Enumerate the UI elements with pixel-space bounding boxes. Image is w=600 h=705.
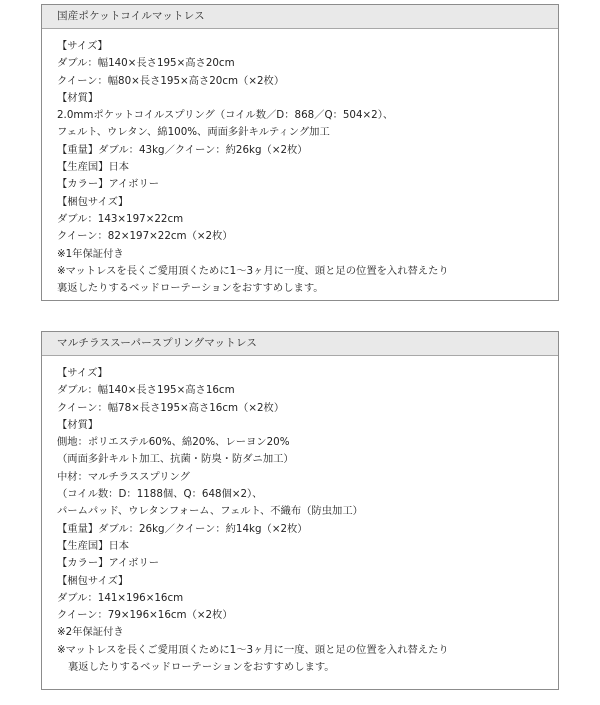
spec-line: クイーン：幅78×長さ195×高さ16cm（×2枚） — [57, 401, 285, 414]
spec-color: 【カラー】アイボリー — [57, 178, 160, 191]
spec-warranty: ※1年保証付き — [57, 247, 124, 260]
panel-title: マルチラススーパースプリングマットレス — [42, 332, 558, 356]
spec-heading-size: 【サイズ】 — [57, 40, 108, 52]
spec-country: 【生産国】日本 — [57, 161, 130, 174]
spec-line: ダブル：141×196×16cm — [57, 591, 184, 604]
spec-line: （コイル数：D：1188個、Q：648個×2）、 — [57, 488, 263, 501]
spec-note: ※マットレスを長くご愛用頂くために1〜3ヶ月に一度、頭と足の位置を入れ替えたり — [57, 264, 449, 277]
spec-weight: 【重量】ダブル：43kg／クイーン：約26kg（×2枚） — [57, 143, 308, 156]
spec-line: ダブル：幅140×長さ195×高さ20cm — [57, 57, 235, 70]
spec-note: 裏返したりするベッドローテーションをおすすめします。 — [68, 661, 335, 674]
product-spec-panel-multi-spring — [41, 331, 559, 690]
spec-line: パームパッド、ウレタンフォーム、フェルト、不織布（防虫加工） — [57, 505, 363, 518]
spec-line: クイーン：79×196×16cm（×2枚） — [57, 609, 233, 622]
spec-line: クイーン：82×197×22cm（×2枚） — [57, 230, 233, 243]
spec-line: 中材：マルチラススプリング — [57, 470, 190, 483]
spec-heading-package-size: 【梱包サイズ】 — [57, 195, 129, 208]
spec-heading-material: 【材質】 — [57, 91, 99, 104]
product-spec-panel-pocket-coil — [41, 4, 559, 301]
spec-line: フェルト、ウレタン、綿100%、両面多針キルティング加工 — [57, 126, 330, 139]
spec-list — [42, 29, 558, 297]
spec-line: （両面多針キルト加工、抗菌・防臭・防ダニ加工） — [57, 453, 294, 466]
spec-line: 側地：ポリエステル60%、綿20%、レーヨン20% — [57, 436, 290, 449]
spec-heading-material: 【材質】 — [57, 418, 99, 431]
spec-line: ダブル：143×197×22cm — [57, 212, 184, 225]
panel-title: 国産ポケットコイルマットレス — [42, 5, 558, 29]
spec-line: クイーン：幅80×長さ195×高さ20cm（×2枚） — [57, 74, 285, 87]
spec-country: 【生産国】日本 — [57, 539, 130, 552]
spec-note: 裏返したりするベッドローテーションをおすすめします。 — [57, 282, 324, 295]
spec-weight: 【重量】ダブル：26kg／クイーン：約14kg（×2枚） — [57, 522, 308, 535]
spec-line: ダブル：幅140×長さ195×高さ16cm — [57, 384, 235, 397]
spec-color: 【カラー】アイボリー — [57, 557, 160, 570]
spec-list — [42, 356, 558, 676]
spec-line: 2.0mmポケットコイルスプリング（コイル数／D：868／Q：504×2）、 — [57, 109, 394, 122]
spec-note: ※マットレスを長くご愛用頂くために1〜3ヶ月に一度、頭と足の位置を入れ替えたり — [57, 643, 449, 656]
spec-heading-package-size: 【梱包サイズ】 — [57, 574, 129, 587]
spec-heading-size: 【サイズ】 — [57, 367, 108, 379]
spec-warranty: ※2年保証付き — [57, 626, 124, 639]
